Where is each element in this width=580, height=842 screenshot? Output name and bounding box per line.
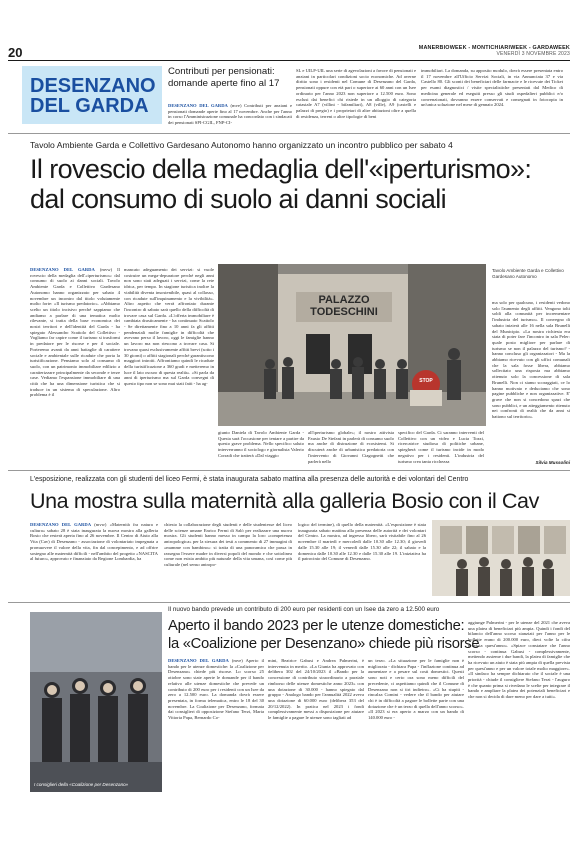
section-place-line2: DEL GARDA [30,95,149,117]
photo-banner: STOP [419,378,433,384]
photo-sign-line1: PALAZZO [318,294,370,306]
article2-title-line1: Il rovescio della medaglia dell'«iperturismo»: [30,154,532,184]
article2-col1-text: (mvw) Il rovescio della medaglia dell'«iperturismo»: dal consumo di suolo ai danni sociali. Tavolo Ambiente Garda e Collettivo Gardesano Autonomo hanno organizzato per sabato 4 novembre un incontro dal titolo volutamente molto forte: «Il turismo predatorio». «Abbiamo scelto un titolo incisivo perché sappiamo che andiamo a parlare di una tematica molto rilevante, si tratta della base economica dei nostri territori e dell'identità del Garda - ha spiegato Alessandro Scattolo del Collettivo - Vogliamo far capire come il turismo si trasformi in predatore per le risorse e per il sociale. Porteremo avanti da anni battaglie di carattere sociale e ambientale sulle ricadute che porta la turistificazione. Pensiamo solo al consumo di suolo, con un patrimonio immobiliare edilizio a caratterizzare principalmente da seconde e terze case. Vediamo l'espansione immobiliare di una città che ha una dimensione turistica che si traduce in un sistema di speculazione. Altro problema è il [30,267,120,398]
article3-divider [8,602,570,603]
article1-col1 [168,103,292,129]
section-place-line1: DESENZANO [30,75,156,97]
masthead-title: MANERBIOWEEK - MONTICHIARIWEEK - GARDAWEEK [418,45,570,51]
article4-col1-text: (mve) Aperto il bando per le utenze domestiche: la «Coalizione per Desenzano» chiede più risorse. Lo scorso 25 ottobre sono state aperte le domande per il bando relativo alle utenze domestiche che prevede un contributo di 200 euro per i residenti con un Isee da zero a 12.500 euro. La domanda dovrà essere presentata, in forma telematica, entro le 18 del 30 novembre. La Coalizione per Desenzano, formata dai consiglieri di opposizione Stefano Terzi, Marta Vittoria Papa, Bernardo Co- [168,658,264,721]
header-rule [8,60,570,61]
article2-col2-text: mancato adeguamento dei servizi: si vuole costruire un mega-depuratore perché negli anni non sono stati adeguati i servizi, come la rete idrica, per tempo. In stagione turistica inoltre la viabilità diventa insostenibile, quasi al collasso, con ricadute sull'inquinamento e la vivibilità». Altro aspetto che verrà affrontato durante l'incontro di sabato sarà quello della difficoltà di trovare casa sul Garda. «L'offerta immobiliare è cambiata drasticamente - ha continuato Scattolo - Se direttamente fino a 10 anni fa gli affitti pendenziali molte famiglie in difficoltà che avevano perso il lavoro, oggi le famiglie hanno un lavoro ma non riescono a trovare casa. Si trovano quasi esclusivamente affitti brevi (sotto i 30 giorni) o affitti stagionali perché garantiscono maggiori introiti. Affrontiamo quindi le ricadute della turistificazione a 360 gradi e metteremo in luce il lato oscuro di questa realtà». «Si parla da anni di iperturismo ma sul Garda convegni di questo tipo non se sono mai stati fatti - ha ag- [124,267,214,387]
article4-title-line1: Aperto il bando 2023 per le utenze domestiche: [168,618,465,634]
article2-col6-text: ma solo per qualcuno, i residenti vedono solo l'aumento degli affitti. Vengono tolti soldi alla comunità per incrementare l'industria del turismo». Il convegno di sabato inizierà alle 16 nella sala Brunelli del Municipio. «La nostra richiesta era stata di poter fare l'incontro in sala Peler: quale posto migliore per parlare di turismo se non il palazzo del turismo? - hanno concluso gli organizzatori - Ma la abbiamo ricevuto con gli uffici comunali che la sala fosse libera, abbiamo sollecitato una risposta ma abbiamo ottenuto solo la concessione di sala Brunelli. Non ci siamo scoraggiati, ce lo hanno motivato e deduciamo che sono pagine pubbliche e non organizzative. E' grave che non si concedono spazi che sono pubblici, e un atteggiamento ritenuto nei confronti di realtà che da anni si battono sul territorio». [492,300,570,420]
section-place-title [30,76,156,116]
article1-title-line1: Contributi per pensionati: [168,66,275,77]
article4-col3-text: un terzo. «La situazione per le famiglie non è migliorata - dichiara Papa - l'inflazione continua ad aumentare e a pesare sul costi domestici. Questi sono noti e certo ora sono meno difficili del precedente, ci aspettiamo quindi che il Comune di Desenzano non si tiri indietro». «Ci ha stupiti - rincalza Comini - vedere che il bando per aiutare chi è in difficoltà a pagare le bollette parte con una dotazione che è un terzo di quella dell'anno scorso». «Il 2023 si era aperto a marzo con un bando di 140.000 euro - [368,658,464,721]
article2-photo [218,264,486,426]
article2-col2 [124,267,214,465]
article2-col1 [30,267,120,465]
article4-kicker: Il nuovo bando prevede un contributo di 200 euro per residenti con un Isee da zero a 12.500 euro [168,606,440,613]
article4-col4 [468,620,570,792]
article3-col2-text: chiesto la collaborazione degli studenti e delle studentesse del liceo delle scienze umane Enrico Fermi di Salò per realizzare una nuova mostra. Gli studenti hanno messo in campo la loro «competenza antropologica» per la stesura dei testi a commento di 27 immagini di «mamme con bambino»: si tratta di una panoramica che passa in rassegna l'essere madre in diversi popoli del mondo e che sottolinea come non esista ambito più naturale della vita umana, così come più culturale (nel senso antropo- [164,522,292,567]
article4-photo-art [30,612,162,792]
article4-lead: DESENZANO DEL GARDA [168,658,229,663]
article3-photo [432,520,570,596]
article2-photo-caption [492,268,570,279]
photo-sign [296,294,392,318]
article2-kicker: Tavolo Ambiente Garda e Collettivo Gardesano Autonomo hanno organizzato un incontro pubblico per sabato 4 [30,140,453,150]
masthead-date: VENERDÌ 3 NOVEMBRE 2023 [496,51,570,57]
article2-title [30,154,570,214]
article3-kicker: L'esposizione, realizzata con gli studenti del liceo Fermi, è stata inaugurata sabato mattina alla presenza delle autorità e dei volontari del Centro [30,476,469,483]
article2-photo-art [218,264,486,426]
article3-title: Una mostra sulla maternità alla galleria Bosio con il Cav [30,489,539,513]
article3-lead: DESENZANO DEL GARDA [30,522,92,527]
article4-col1 [168,658,264,792]
photo-sign-line2: TODESCHINI [310,306,378,318]
article2-photo-caption-line2: Gardesano Autonomo [492,273,537,279]
article2-lead: DESENZANO DEL GARDA [30,267,95,272]
article1-col3 [421,68,563,130]
article4-photo [30,612,162,792]
article2-col5 [398,430,484,465]
article1-divider [8,133,570,134]
article1-lead: DESENZANO DEL GARDA [168,103,228,108]
article2-signature: Silvia Mussolini [535,460,570,465]
article1-col1-text: (mve) Contributi per anziani e pensionati domande aperte fino al 17 novembre. Anche per l'anno in corso l'Amministrazione comunale ha concordato con i sindacati dei pensionati SPI-CGIL, FNP-CI- [168,103,292,126]
article3-col1-text: (mvw) «Maternità fra natura e cultura» sabato 28 è stata inaugurata la nuova mostra alla galleria Bosio che resterà aperta fino al 26 novembre. Il Centro di Aiuto alla Vita (Cav) di Desenzano - associazione di volontariato impegnata a promuovere il valore della vita, fin dal concepimento, e ad offrire sostegno alle maternità difficili - nell'ambito del progetto «NASCITA al futuro», approvato e finanziato da Regione Lombardia, ha [30,522,158,562]
article3-col2 [164,522,292,596]
article3-col3-text: logico del termine), di quello della maternità. «L'esposizione è stata inaugurata sabato mattina alla presenza delle autorità e dei volontari del Centro. La mostra, ad ingresso libero, sarà visitabile fino al 26 novembre il martedì e mercoledì dalle 10.30 alle 12.30; il giovedì dalle 15.30 alle 19; il venerdì dalle 15.30 alle 22; il sabato e la domenica dalle 10.30 alle 12.30 e dalle 15.30 alle 19. L'iniziativa ha il patrocinio del Comune di Desenzano. [298,522,426,562]
article3-col3 [298,522,426,596]
article2-col3 [218,430,304,465]
article1-title-line2: domande aperte fino al 17 [168,78,280,89]
article2-col6 [492,300,570,458]
article1-col2 [296,68,416,130]
article2-col4 [308,430,394,465]
article2-col4-text: all'iperturismo globale»; il nostro attivista Fausto De Stefani in parlerà di consumo suolo ma anche di distruzione di ecosistemi. Si discuterà anche di urbanistica predatoria con l'intervento di Giovanni Ciagognetti che parlerà nello [308,430,394,464]
article1-col3-text: immobiliari. La domanda, su apposito modulo, dovrà essere presentata entro il 17 novembre all'Ufficio Servizi Sociali, in via Annunciata 37 e via Castello 80. Gli sconti dei beneficiari delle farmacie e le ricevute dei Ticket per esami diagnostici / visite specialistiche presentati dal Medico di medicina generale ed eseguiti presso gli studi ospedalieri pubblici e/o convenzionati, dovranno essere conservati e consegnati in fotocopia in un'unica soluzione nel mese di gennaio 2024. [421,68,563,108]
article4-col4-text: aggiunge Palmerini - per le utenze del 2021 che aveva una platea di beneficiari più ampia. Quindi i fondi del bilancio dell'anno scorso stanziati per l'anno per le bollette erano di 200.000 euro, dieci volte la cifra prevista quest'anno». «Spiace constatare che l'anno scorso - continua Gabusi - complessivamente, mettendo assieme i due bandi, la platea di famiglie che ha ricevuto un aiuto è stata più ampia di quella prevista per quest'anno e per un valore totale molto maggiore». «Il sindaco ha sempre dichiarato che il sociale è una priorità - chiude il consigliere Stefano Terzi - l'auguro è che quanto prima si rivedano le scelte per integrare il bando e ampliare la platea dei potenziali beneficiari e che non si decida di dare meno per dare a tutti». [468,620,570,700]
article2-photo-caption-line1: Tavolo Ambiente Garda e Collettivo [492,268,564,273]
article2-title-line2: dal consumo di suolo ai danni sociali [30,184,447,214]
article3-photo-art [432,520,570,596]
page-number: 20 [8,45,23,60]
article2-divider [8,470,570,471]
article4-col3 [368,658,464,792]
article4-photo-caption: I consiglieri della «Coalizione per Desenzano» [34,782,129,787]
article3-col1 [30,522,158,596]
article4-title-line2: la «Coalizione per Desenzano» chiede più risorse [168,636,480,652]
masthead [419,45,570,57]
article4-col2 [268,658,364,792]
article4-col2-text: mini, Beatrice Gabusi e Andrea Palmerini, è intervenuta in merito. «La Giunta ha approvato con delibera 302 del 24/10/2023 il «Bando per la concessione di contributo straordinario a parziale rimborso delle utenze domestiche anno 2023» con una dotazione di 30.000 - hanno spiegato dal gruppo - Analogo bando per l'annualità 2022 aveva una dotazione di 60.000 euro (delibera 353 del 20/12/2022). In pratica nel 2023 i fondi complessivamente messi a disposizione per aiutare le famiglie a pagare le utenze sono tagliati ad [268,658,364,721]
article2-col3-text: giunto Daniela di Tavolo Ambiente Garda - Questa sarà l'occasione per tentare a partire da questo grave problema. Nello specifico saluto interverranno il sociologo e giornalista Valerio Corradi che tratterà «Dal viaggio [218,430,304,458]
article2-col5-text: specifico del Garda. Ci saranno interventi del Collettivo con un video e Lucia Tozzi, ricercatrice studiosa di politiche urbane, spiegherà come il turismo incide in modo negativo per i residenti. L'industria del turismo crea tanta ricchezza [398,430,484,464]
article1-title [168,66,308,90]
article1-col2-text: SL e UILP-UIL una serie di agevolazioni a favore di pensionati e anziani in particolari condizioni socio economiche. Ad averne diritto sono i residenti nel Comune di Desenzano del Garda, pensionati oppure con età pari o superiore ai 60 anni con un Isee ordinario per l'anno 2023 non superiore a 12.500 euro. Sono esclusi dai benefici chi risiede in un alloggio di categoria catastale A7 (villini - bifamiliari), A8 (ville), A9 (castelli e palazzi di pregio) e i proprietari di altre abitazioni oltre a quella di residenza, terreni o altre tipologie di beni [296,68,416,119]
